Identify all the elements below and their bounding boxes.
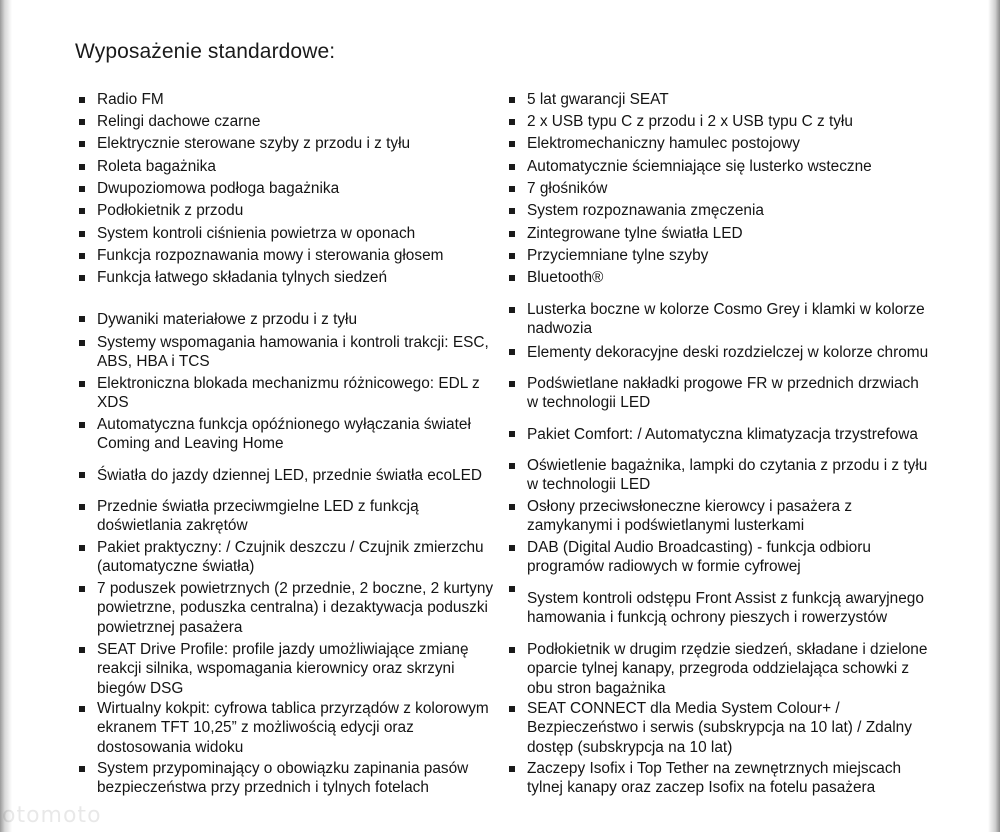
list-item-label: Przyciemniane tylne szyby: [527, 247, 709, 264]
list-item-label: System kontroli odstępu Front Assist z funkcją awaryjnego hamowania i funkcją ochrony pieszych i rowerzystów: [527, 589, 924, 627]
bullet-icon: [509, 186, 515, 192]
bullet-icon: [79, 253, 85, 259]
list-item: [509, 415, 929, 454]
bullet-icon: [79, 208, 85, 214]
bullet-icon: [509, 141, 515, 147]
list-item: [509, 333, 929, 372]
bullet-icon: [509, 275, 515, 281]
list-item-label: 7 głośników: [527, 180, 608, 197]
bullet-icon: [509, 119, 515, 125]
list-item-label: Wirtualny kokpit: cyfrowa tablica przyrządów z kolorowym ekranem TFT 10,25” z możliwością edycji oraz dostosowania widoku: [97, 699, 489, 756]
list-item: [509, 759, 929, 798]
list-item: [509, 268, 929, 287]
list-item-label: Zaczepy Isofix i Top Tether na zewnętrznych miejscach tylnej kanapy oraz zaczep Isofix na fotelu pasażera: [527, 760, 902, 797]
bullet-icon: [509, 253, 515, 259]
page-title: Wyposażenie standardowe:: [75, 40, 336, 63]
page-edge-left: [0, 0, 12, 832]
bullet-icon: [79, 119, 85, 125]
list-item: [79, 90, 507, 109]
list-item: [79, 268, 507, 287]
bullet-icon: [509, 431, 515, 437]
list-item: [79, 157, 507, 176]
bullet-icon: [509, 586, 515, 592]
list-item: [79, 374, 507, 413]
list-item: [509, 134, 929, 153]
list-item: [509, 112, 929, 131]
list-item-label: System rozpoznawania zmęczenia: [527, 202, 764, 219]
list-item-label: System przypominający o obowiązku zapinania pasów bezpieczeństwa przy przednich i tylnych fotelach: [97, 760, 469, 797]
list-item-label: Elementy dekoracyjne deski rozdzielczej w kolorze chromu: [527, 343, 929, 361]
watermark: otomoto: [2, 803, 102, 828]
bullet-icon: [79, 186, 85, 192]
list-item-label: System kontroli ciśnienia powietrza w oponach: [97, 225, 416, 242]
list-item: [79, 246, 507, 265]
bullet-icon: [79, 706, 85, 712]
bullet-icon: [509, 545, 515, 551]
bullet-icon: [509, 164, 515, 170]
bullet-icon: [509, 706, 515, 712]
list-item: [509, 90, 929, 109]
list-item-label: Dwupoziomowa podłoga bagażnika: [97, 180, 340, 197]
list-item-label: Systemy wspomagania hamowania i kontroli trakcji: ESC, ABS, HBA i TCS: [97, 334, 489, 371]
list-item-label: Pakiet Comfort: / Automatyczna klimatyzacja trzystrefowa: [527, 425, 918, 443]
list-item-label: Podłokietnik z przodu: [97, 202, 244, 219]
bullet-icon: [79, 422, 85, 428]
bullet-icon: [79, 275, 85, 281]
list-item-label: 7 poduszek powietrznych (2 przednie, 2 boczne, 2 kurtyny powietrzne, poduszka centralna) i dezaktywacja poduszki powietrznej pasażera: [97, 579, 494, 636]
list-item: [509, 456, 929, 495]
list-item-label: Automatyczna funkcja opóźnionego wyłączania świateł Coming and Leaving Home: [97, 416, 471, 453]
list-item: [79, 333, 507, 372]
list-item: [509, 538, 929, 577]
list-item: [79, 134, 507, 153]
bullet-icon: [509, 647, 515, 653]
list-item-label: 2 x USB typu C z przodu i 2 x USB typu C z tyłu: [527, 113, 853, 130]
bullet-icon: [509, 97, 515, 103]
list-item: [79, 538, 507, 577]
list-item-label: Radio FM: [97, 91, 164, 108]
list-item-label: Relingi dachowe czarne: [97, 113, 261, 130]
bullet-icon: [509, 766, 515, 772]
bullet-icon: [79, 472, 85, 478]
list-item-label: Oświetlenie bagażnika, lampki do czytania z przodu i z tyłu w technologii LED: [527, 457, 928, 494]
bullet-icon: [79, 545, 85, 551]
list-item: [509, 157, 929, 176]
list-item: [509, 179, 929, 198]
list-item-label: Dywaniki materiałowe z przodu i z tyłu: [97, 310, 358, 328]
page-edge-right: [988, 0, 1000, 832]
list-item-label: Funkcja rozpoznawania mowy i sterowania głosem: [97, 247, 444, 264]
list-item-label: Bluetooth®: [527, 269, 604, 286]
bullet-icon: [509, 504, 515, 510]
bullet-icon: [509, 463, 515, 469]
list-item-label: Podświetlane nakładki progowe FR w przednich drzwiach w technologii LED: [527, 375, 919, 412]
list-item-label: Roleta bagażnika: [97, 158, 216, 175]
list-item-label: Elektrycznie sterowane szyby z przodu i z tyłu: [97, 135, 411, 152]
list-item-label: DAB (Digital Audio Broadcasting) - funkcja odbioru programów radiowych w formie cyfrowej: [527, 539, 871, 576]
list-item: [509, 579, 929, 637]
list-item: [509, 497, 929, 536]
list-item: [509, 640, 929, 698]
list-item-label: SEAT CONNECT dla Media System Colour+ / Bezpieczeństwo i serwis (subskrypcja na 10 lat) / Zdalny dostęp (subskrypcja na 10 lat): [527, 699, 912, 756]
list-item: [79, 456, 507, 495]
list-item-label: Elektroniczna blokada mechanizmu różnicowego: EDL z XDS: [97, 375, 480, 412]
list-item-label: Światła do jazdy dziennej LED, przednie światła ecoLED: [97, 466, 482, 484]
list-item-label: Pakiet praktyczny: / Czujnik deszczu / Czujnik zmierzchu (automatyczne światła): [97, 539, 484, 576]
bullet-icon: [79, 586, 85, 592]
bullet-icon: [79, 164, 85, 170]
list-item-label: Lusterka boczne w kolorze Cosmo Grey i klamki w kolorze nadwozia: [527, 301, 925, 338]
list-item: [79, 699, 507, 757]
list-item: [509, 246, 929, 265]
list-item: [79, 759, 507, 798]
list-item: [509, 699, 929, 757]
list-item: [79, 112, 507, 131]
list-item: [509, 374, 929, 413]
bullet-icon: [79, 340, 85, 346]
list-item: [79, 640, 507, 698]
list-item: [79, 201, 507, 220]
list-item-label: 5 lat gwarancji SEAT: [527, 91, 669, 108]
list-item-label: Podłokietnik w drugim rzędzie siedzeń, składane i dzielone oparcie tylnej kanapy, przegroda oddzielająca schowki z obu stron bagażnika: [527, 640, 928, 697]
bullet-icon: [509, 231, 515, 237]
list-item: [79, 579, 507, 637]
list-item: [79, 415, 507, 454]
bullet-icon: [79, 381, 85, 387]
list-item-label: Funkcja łatwego składania tylnych siedzeń: [97, 269, 388, 286]
list-item: [509, 201, 929, 220]
list-item-label: Automatycznie ściemniające się lusterko wsteczne: [527, 158, 872, 175]
list-item-label: Elektromechaniczny hamulec postojowy: [527, 135, 800, 152]
list-item-label: Osłony przeciwsłoneczne kierowcy i pasażera z zamykanymi i podświetlanymi lusterkami: [527, 498, 853, 535]
bullet-icon: [509, 349, 515, 355]
bullet-icon: [79, 766, 85, 772]
list-item: [79, 497, 507, 536]
bullet-icon: [79, 647, 85, 653]
list-item-label: Zintegrowane tylne światła LED: [527, 225, 743, 242]
bullet-icon: [79, 97, 85, 103]
bullet-icon: [509, 208, 515, 214]
list-item-label: Przednie światła przeciwmgielne LED z funkcją doświetlania zakrętów: [97, 498, 419, 535]
bullet-icon: [79, 231, 85, 237]
bullet-icon: [79, 316, 85, 322]
list-item: [509, 224, 929, 243]
bullet-icon: [509, 307, 515, 313]
list-item-label: SEAT Drive Profile: profile jazdy umożliwiające zmianę reakcji silnika, wspomagania kierownicy oraz skrzyni biegów DSG: [97, 640, 469, 697]
bullet-icon: [79, 141, 85, 147]
list-item: [79, 179, 507, 198]
bullet-icon: [79, 504, 85, 510]
list-item: [79, 224, 507, 243]
bullet-icon: [509, 381, 515, 387]
